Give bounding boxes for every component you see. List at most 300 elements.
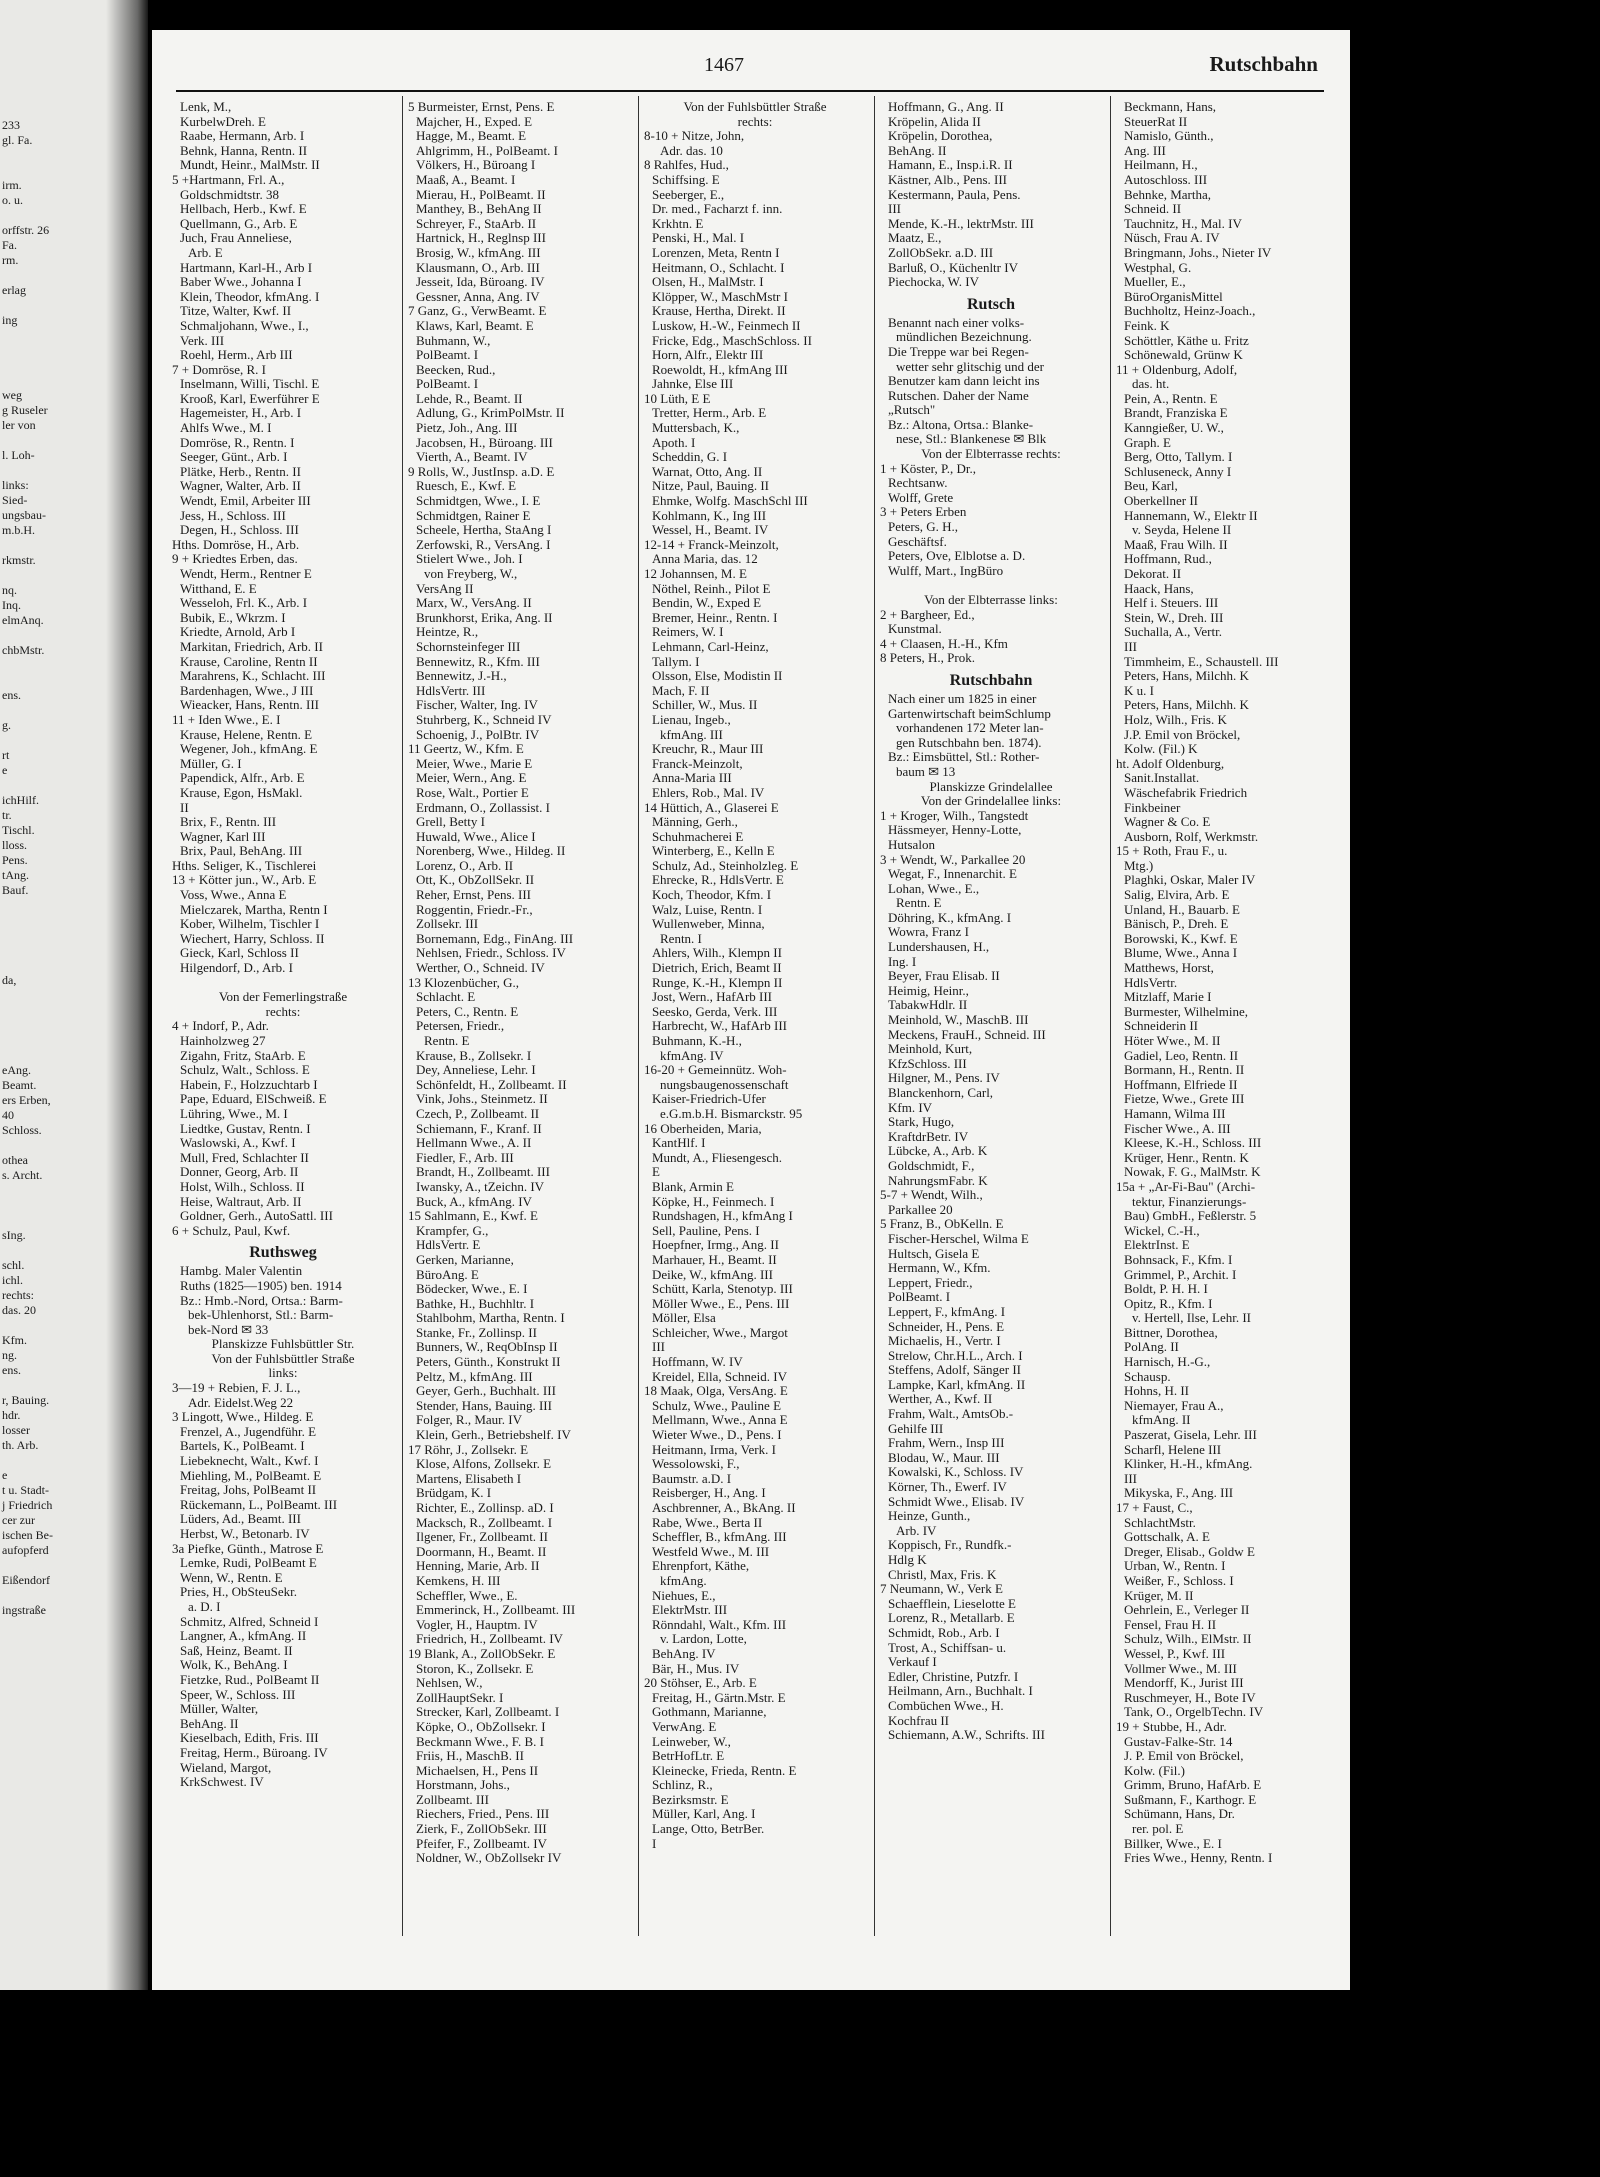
directory-entry: Peltz, M., kfmAng. III: [416, 1369, 533, 1384]
directory-entry: Boldt, P. H. H. I: [1124, 1282, 1208, 1297]
facing-line: rt: [2, 748, 10, 762]
directory-entry: Domröse, R., Rentn. I: [180, 435, 295, 450]
facing-line: links:: [2, 478, 29, 492]
directory-entry: Bänisch, P., Dreh. E: [1124, 917, 1229, 932]
directory-entry: Kleese, K.-H., Schloss. III: [1124, 1136, 1262, 1151]
directory-entry: SchlachtMstr.: [1124, 1515, 1196, 1530]
directory-entry: Klein, Theodor, kfmAng. I: [180, 289, 320, 304]
directory-entry: Krooß, Karl, Ewerführer E: [180, 391, 320, 406]
directory-entry: Heilmann, Arn., Buchhalt. I: [888, 1684, 1033, 1699]
directory-entry: Hannemann, W., Elektr II: [1124, 508, 1258, 523]
directory-entry: Kfm. IV: [888, 1100, 933, 1115]
facing-line: g Ruseler: [2, 403, 48, 417]
directory-entry: Steffens, Adolf, Sänger II: [888, 1363, 1021, 1378]
directory-entry: Heitmann, O., Schlacht. I: [652, 260, 785, 275]
directory-entry: 19 Blank, A., ZollObSekr. E: [408, 1646, 556, 1661]
directory-entry: Majcher, H., Exped. E: [416, 114, 533, 129]
directory-entry: BehAng. IV: [652, 1646, 716, 1661]
directory-entry: Liebeknecht, Walt., Kwf. I: [180, 1454, 319, 1469]
facing-line: das. 20: [2, 1303, 36, 1317]
directory-entry: Roewoldt, H., kfmAng III: [652, 362, 788, 377]
directory-entry: Schütt, Karla, Stenotyp. III: [652, 1282, 793, 1297]
directory-entry: Pape, Eduard, ElSchweiß. E: [180, 1092, 327, 1107]
facing-line: ischen Be-: [2, 1528, 53, 1542]
directory-entry: Schöttler, Käthe u. Fritz: [1124, 333, 1249, 348]
directory-entry: Manthey, B., BehAng II: [416, 202, 542, 217]
directory-entry: Stein, W., Dreh. III: [1124, 610, 1224, 625]
directory-entry: Müller, Walter,: [180, 1702, 259, 1717]
directory-entry: Kaiser-Friedrich-Ufer: [652, 1092, 766, 1107]
directory-entry: [880, 578, 1102, 593]
directory-entry: Leppert, F., kfmAng. I: [888, 1304, 1006, 1319]
directory-entry: Schiffsing. E: [652, 172, 720, 187]
directory-entry: Hellbach, Herb., Kwf. E: [180, 202, 307, 217]
directory-entry: Schneiderin II: [1124, 1019, 1199, 1034]
directory-entry: ZollObSekr. a.D. III: [888, 245, 994, 260]
directory-entry: Gustav-Falke-Str. 14: [1124, 1734, 1233, 1749]
directory-entry: Walz, Luise, Rentn. I: [652, 902, 763, 917]
directory-entry: Kunstmal.: [888, 622, 942, 637]
directory-entry: Waslowski, A., Kwf. I: [180, 1136, 296, 1151]
directory-entry: Niehues, E.,: [652, 1588, 716, 1603]
directory-entry: Suchalla, A., Vertr.: [1124, 625, 1222, 640]
directory-entry: Combüchen Wwe., H.: [888, 1698, 1004, 1713]
directory-entry: Schulz, Ad., Steinholzleg. E: [652, 858, 799, 873]
directory-entry: rer. pol. E: [1132, 1822, 1184, 1837]
directory-entry: Ruths (1825—1905) ben. 1914: [180, 1278, 342, 1293]
directory-entry: PolBeamt. I: [416, 377, 479, 392]
column-1: [172, 100, 394, 1930]
directory-entry: Fischer, Walter, Ing. IV: [416, 698, 538, 713]
facing-line: hdr.: [2, 1408, 21, 1422]
directory-entry: kfmAng.: [660, 1573, 707, 1588]
directory-entry: Graph. E: [1124, 435, 1171, 450]
directory-entry: 5 Franz, B., ObKelln. E: [880, 1217, 1004, 1232]
directory-entry: 13 + Kötter jun., W., Arb. E: [172, 873, 317, 888]
directory-entry: Erdmann, O., Zollassist. I: [416, 800, 550, 815]
directory-entry: Kolw. (Fil.) K: [1124, 742, 1198, 757]
directory-entry: Wagner, Karl III: [180, 829, 266, 844]
facing-line: losser: [2, 1423, 30, 1437]
directory-entry: HdlsVertr. E: [416, 1238, 481, 1253]
directory-entry: Raabe, Hermann, Arb. I: [180, 129, 305, 144]
directory-entry: Hoepfner, Irmg., Ang. II: [652, 1238, 779, 1253]
directory-entry: BehAng. II: [888, 143, 947, 158]
directory-entry: Kreidel, Ella, Schneid. IV: [652, 1369, 788, 1384]
facing-line: [2, 928, 53, 943]
directory-entry: Inselmann, Willi, Tischl. E: [180, 377, 320, 392]
column-5: [1116, 100, 1336, 1930]
directory-entry: Lampke, Karl, kfmAng. II: [888, 1377, 1026, 1392]
directory-entry: Parkallee 20: [888, 1202, 953, 1217]
directory-entry: Lenk, M.,: [180, 100, 232, 114]
facing-line: Schloss.: [2, 1123, 42, 1137]
directory-entry: Runge, K.-H., Klempn II: [652, 975, 783, 990]
directory-entry: Grell, Betty I: [416, 815, 485, 830]
directory-entry: Feink. K: [1124, 318, 1170, 333]
facing-line: [2, 1003, 53, 1018]
facing-line: [2, 358, 53, 373]
directory-entry: Fries Wwe., Henny, Rentn. I: [1124, 1851, 1273, 1866]
directory-entry: III: [888, 202, 901, 217]
directory-entry: 15 + Roth, Frau F., u.: [1116, 844, 1228, 859]
directory-entry: Hths. Seliger, K., Tischlerei: [172, 858, 317, 873]
directory-entry: Olsen, H., MalMstr. I: [652, 275, 764, 290]
facing-line: ichHilf.: [2, 793, 39, 807]
directory-entry: Namislo, Günth.,: [1124, 129, 1214, 144]
directory-entry: Tauchnitz, H., Mal. IV: [1124, 216, 1242, 231]
directory-entry: Wessolowski, F.,: [652, 1457, 740, 1472]
page-number: 1467: [704, 54, 744, 76]
directory-entry: Titze, Walter, Kwf. II: [180, 304, 292, 319]
directory-entry: Scheddin, G. I: [652, 450, 728, 465]
directory-entry: Völkers, H., Büroang I: [416, 158, 536, 173]
directory-entry: Henning, Marie, Arb. II: [416, 1559, 540, 1574]
directory-entry: Lorenz, O., Arb. II: [416, 858, 514, 873]
directory-entry: Stuhrberg, K., Schneid IV: [416, 712, 552, 727]
directory-entry: Grimm, Bruno, HafArb. E: [1124, 1778, 1262, 1793]
directory-entry: Pries, H., ObSteuSekr.: [180, 1585, 297, 1600]
facing-line: [2, 328, 53, 343]
facing-line: aufopferd: [2, 1543, 49, 1557]
facing-page-text: [2, 118, 53, 1648]
directory-entry: Czech, P., Zollbeamt. II: [416, 1106, 540, 1121]
street-heading: Ruthsweg: [249, 1244, 317, 1262]
directory-entry: Hagemeister, H., Arb. I: [180, 406, 302, 421]
directory-entry: Schmitz, Alfred, Schneid I: [180, 1614, 319, 1629]
directory-entry: Beu, Karl,: [1124, 479, 1178, 494]
directory-entry: HdlsVertr.: [1124, 975, 1178, 990]
directory-entry: Muttersbach, K.,: [652, 421, 740, 436]
directory-entry: Frenzel, A., Jugendführ. E: [180, 1424, 317, 1439]
directory-entry: Nehlsen, W.,: [416, 1676, 483, 1691]
directory-entry: „Rutsch": [888, 403, 936, 418]
facing-line: ler von: [2, 418, 36, 432]
directory-entry: Rentn. I: [660, 931, 702, 946]
directory-entry: Jacobsen, H., Büroang. III: [416, 435, 553, 450]
directory-entry: Tallym. I: [652, 654, 700, 669]
facing-line: [2, 1588, 53, 1603]
directory-entry: 9 Rolls, W., JustInsp. a.D. E: [408, 464, 555, 479]
directory-entry: Strecker, Karl, Zollbeamt. I: [416, 1705, 560, 1720]
directory-entry: Mundt, A., Fliesengesch.: [652, 1150, 782, 1165]
directory-entry: Schiller, W., Mus. II: [652, 698, 758, 713]
directory-entry: Beckmann Wwe., F. B. I: [416, 1734, 544, 1749]
directory-entry: Rentn. E: [424, 1034, 470, 1048]
facing-line: ichl.: [2, 1273, 23, 1287]
directory-entry: Borowski, K., Kwf. E: [1124, 931, 1238, 946]
directory-entry: Von der Grindelallee links:: [920, 794, 1062, 809]
directory-entry: Koch, Theodor, Kfm. I: [652, 888, 772, 903]
directory-entry: Bunners, W., ReqObInsp II: [416, 1340, 558, 1355]
directory-entry: Goldschmidt, F.,: [888, 1158, 975, 1173]
directory-entry: Männing, Gerh.,: [652, 815, 738, 830]
directory-entry: Iwansky, A., tZeichn. IV: [416, 1179, 545, 1194]
directory-entry: Kemkens, H. III: [416, 1573, 501, 1588]
directory-entry: Lienau, Ingeb.,: [652, 712, 731, 727]
directory-entry: Gieck, Karl, Schloss II: [180, 946, 299, 961]
directory-entry: Rentn. E: [896, 896, 942, 911]
directory-entry: tektur, Finanzierungs-: [1132, 1194, 1247, 1209]
directory-entry: Penski, H., Mal. I: [652, 231, 745, 246]
directory-entry: Bartels, K., PolBeamt. I: [180, 1439, 305, 1454]
directory-entry: Billker, Wwe., E. I: [1124, 1836, 1222, 1851]
directory-entry: Degen, H., Schloss. III: [180, 523, 299, 538]
directory-entry: Mueller, E.,: [1124, 275, 1186, 290]
facing-line: tAng.: [2, 868, 29, 882]
directory-entry: Urban, W., Rentn. I: [1124, 1559, 1226, 1574]
directory-entry: 4 + Claasen, H.-H., Kfm: [880, 636, 1008, 651]
facing-line: rkmstr.: [2, 553, 36, 567]
directory-entry: 10 Lüth, E E: [644, 391, 711, 406]
directory-entry: Schiemann, F., Kranf. II: [416, 1121, 542, 1136]
directory-entry: Piechocka, W. IV: [888, 275, 979, 290]
directory-entry: Lübcke, A., Arb. K: [888, 1144, 988, 1159]
directory-entry: 7 Neumann, W., Verk E: [880, 1582, 1003, 1597]
facing-line: lloss.: [2, 838, 28, 852]
column-divider: [1110, 96, 1111, 1936]
directory-entry: 11 Geertz, W., Kfm. E: [408, 742, 524, 757]
directory-entry: Petersen, Friedr.,: [416, 1019, 505, 1034]
directory-entry: Wolff, Grete: [888, 490, 954, 505]
directory-entry: Langner, A., kfmAng. II: [180, 1629, 307, 1644]
directory-entry: 17 Röhr, J., Zollsekr. E: [408, 1442, 529, 1457]
directory-entry: Hoffmann, G., Ang. II: [888, 100, 1004, 114]
column-divider: [874, 96, 875, 1936]
directory-entry: Lehde, R., Beamt. II: [416, 391, 523, 406]
directory-entry: BetrHofLtr. E: [652, 1749, 725, 1764]
directory-entry: Vogler, H., Hauptm. IV: [416, 1617, 538, 1632]
directory-entry: Lemke, Rudi, PolBeamt E: [180, 1556, 317, 1571]
directory-entry: Kanngießer, U. W.,: [1124, 421, 1224, 436]
directory-entry: Harnisch, H.-G.,: [1124, 1355, 1211, 1370]
facing-line: [2, 943, 53, 958]
directory-entry: Hultsch, Gisela E: [888, 1246, 980, 1261]
directory-entry: Tank, O., OrgelbTechn. IV: [1124, 1705, 1264, 1720]
directory-entry: 8 Peters, H., Prok.: [880, 651, 975, 666]
directory-entry: Lühring, Wwe., M. I: [180, 1106, 288, 1121]
directory-entry: Deike, W., kfmAng. III: [652, 1267, 773, 1282]
directory-entry: Aschbrenner, A., BkAng. II: [652, 1501, 796, 1515]
directory-entry: 3 Lingott, Wwe., Hildeg. E: [172, 1410, 314, 1425]
directory-entry: ht. Adolf Oldenburg,: [1116, 756, 1225, 771]
directory-entry: Schleicher, Wwe., Margot: [652, 1325, 788, 1340]
directory-entry: SteuerRat II: [1124, 114, 1188, 129]
facing-line: orffstr. 26: [2, 223, 50, 237]
directory-entry: Schmidt Wwe., Elisab. IV: [888, 1494, 1025, 1509]
directory-entry: Baumstr. a.D. I: [652, 1471, 732, 1486]
directory-entry: Peters, Hans, Milchh. K: [1124, 669, 1249, 684]
directory-entry: Die Treppe war bei Regen-: [888, 344, 1029, 359]
facing-line: [2, 1183, 53, 1198]
directory-entry: Opitz, R., Kfm. I: [1124, 1296, 1213, 1311]
facing-line: e: [2, 763, 8, 777]
directory-entry: Wulff, Mart., IngBüro: [888, 563, 1004, 578]
facing-line: [2, 733, 53, 748]
directory-entry: v. Lardon, Lotte,: [660, 1632, 747, 1647]
directory-entry: Plätke, Herb., Rentn. II: [180, 464, 301, 479]
directory-entry: Hermann, W., Kfm.: [888, 1261, 991, 1276]
directory-entry: Lehmann, Carl-Heinz,: [652, 639, 769, 654]
directory-entry: Holz, Wilh., Fris. K: [1124, 712, 1227, 727]
directory-entry: 15a + „Ar-Fi-Bau" (Archi-: [1116, 1179, 1256, 1194]
facing-line: gl. Fa.: [2, 133, 33, 147]
directory-entry: Vierth, A., Beamt. IV: [416, 450, 528, 465]
facing-line: l. Loh-: [2, 448, 35, 462]
directory-entry: Arb. IV: [896, 1523, 937, 1538]
directory-entry: Ehlers, Rob., Mal. IV: [652, 785, 765, 800]
directory-entry: Mikyska, F., Ang. III: [1124, 1486, 1234, 1501]
directory-entry: Ruschmeyer, H., Bote IV: [1124, 1690, 1256, 1705]
directory-entry: Von der Femerlingstraße: [218, 990, 348, 1005]
directory-entry: Fiedler, F., Arb. III: [416, 1150, 514, 1165]
facing-line: 233: [2, 118, 20, 132]
directory-entry: Anna Maria, das. 12: [652, 552, 758, 567]
directory-entry: Kohlmann, K., Ing III: [652, 508, 767, 523]
directory-entry: PolAng. II: [1124, 1340, 1179, 1355]
facing-line: [2, 1198, 53, 1213]
directory-entry: Wegener, Joh., kfmAng. E: [180, 742, 318, 757]
directory-entry: K u. I: [1124, 683, 1154, 698]
facing-line: [2, 778, 53, 793]
directory-entry: Döhring, K., kfmAng. I: [888, 910, 1012, 925]
facing-line: [2, 1018, 53, 1033]
directory-entry: Schönewald, Grünw K: [1124, 348, 1243, 363]
directory-entry: Unland, H., Bauarb. E: [1124, 902, 1240, 917]
directory-entry: Matthews, Horst,: [1124, 961, 1214, 976]
directory-entry: BehAng. II: [180, 1716, 239, 1731]
directory-entry: Riechers, Fried., Pens. III: [416, 1807, 550, 1822]
directory-entry: Frahm, Walt., AmtsOb.-: [888, 1407, 1014, 1422]
facing-line: g.: [2, 718, 11, 732]
directory-entry: Brix, Paul, BehAng. III: [180, 844, 303, 859]
directory-entry: Bennewitz, R., Kfm. III: [416, 654, 540, 669]
directory-entry: Heinze, Gunth.,: [888, 1509, 971, 1524]
directory-entry: Haack, Hans,: [1124, 581, 1194, 596]
directory-entry: Lorenzen, Meta, Rentn I: [652, 245, 780, 260]
directory-entry: Schneider, H., Pens. E: [888, 1319, 1005, 1334]
directory-entry: Klausmann, O., Arb. III: [416, 260, 540, 275]
facing-line: [2, 463, 53, 478]
directory-entry: Hutsalon: [888, 837, 935, 852]
directory-entry: Krause, Caroline, Rentn II: [180, 654, 318, 669]
facing-line: irm.: [2, 178, 22, 192]
directory-entry: Benannt nach einer volks-: [888, 315, 1025, 330]
directory-entry: 3a Piefke, Günth., Matrose E: [172, 1541, 324, 1556]
directory-entry: Buhmann, W.,: [416, 333, 491, 348]
street-heading: Rutschbahn: [949, 671, 1033, 689]
directory-entry: Peters, G. H.,: [888, 520, 959, 535]
directory-entry: II: [180, 800, 189, 815]
directory-entry: Zerfowski, R., VersAng. I: [416, 537, 551, 552]
directory-entry: Hagge, M., Beamt. E: [416, 129, 527, 144]
directory-entry: a. D. I: [188, 1599, 221, 1614]
directory-entry: Fischer-Herschel, Wilma E: [888, 1231, 1029, 1246]
directory-entry: Kleinecke, Frieda, Rentn. E: [652, 1763, 797, 1778]
directory-entry: Maaß, A., Beamt. I: [416, 172, 516, 187]
directory-entry: Wegat, F., Innenarchit. E: [888, 867, 1017, 882]
directory-entry: Lange, Otto, BetrBer.: [652, 1822, 765, 1837]
directory-entry: Hoffmann, Rud.,: [1124, 552, 1212, 567]
directory-entry: Stark, Hugo,: [888, 1115, 955, 1130]
directory-entry: Seeberger, E.,: [652, 187, 725, 202]
directory-entry: Hths. Domröse, H., Arb.: [172, 537, 300, 552]
directory-entry: Holst, Wilh., Schloss. II: [180, 1179, 305, 1194]
directory-entry: Wesseloh, Frl. K., Arb. I: [180, 596, 308, 611]
directory-entry: Sußmann, F., Karthogr. E: [1124, 1792, 1257, 1807]
directory-entry: Fricke, Edg., MaschSchloss. II: [652, 333, 812, 348]
directory-entry: Wowra, Franz I: [888, 925, 969, 940]
directory-entry: 4 + Indorf, P., Adr.: [172, 1019, 269, 1034]
directory-entry: 18 Maak, Olga, VersAng. E: [644, 1384, 788, 1399]
directory-entry: Kröpelin, Dorothea,: [888, 129, 993, 144]
facing-line: cer zur: [2, 1513, 35, 1527]
directory-entry: Bohnsack, F., Kfm. I: [1124, 1252, 1233, 1267]
directory-entry: 1 + Kroger, Wilh., Tangstedt: [880, 808, 1029, 823]
directory-entry: Reisberger, H., Ang. I: [652, 1486, 766, 1501]
facing-line: e: [2, 1468, 8, 1482]
directory-entry: Schönfeldt, H., Zollbeamt. II: [416, 1077, 567, 1092]
facing-line: ers Erben,: [2, 1093, 51, 1107]
directory-entry: Heintze, R.,: [416, 625, 479, 640]
directory-entry: Blank, Armin E: [652, 1179, 734, 1194]
facing-line: 40: [2, 1108, 14, 1122]
directory-entry: Rose, Walt., Portier E: [416, 785, 529, 800]
directory-entry: Wendt, Emil, Arbeiter III: [180, 494, 311, 509]
directory-entry: Köpke, H., Feinmech. I: [652, 1194, 775, 1209]
column-3: [644, 100, 866, 1930]
directory-entry: Wiechert, Harry, Schloss. II: [180, 931, 325, 946]
directory-entry: Vollmer Wwe., M. III: [1124, 1661, 1237, 1676]
facing-line: Pens.: [2, 853, 28, 867]
directory-entry: Nowak, F. G., MalMstr. K: [1124, 1165, 1261, 1180]
directory-entry: Klinker, H.-H., kfmAng.: [1124, 1457, 1253, 1472]
facing-line: rm.: [2, 253, 19, 267]
directory-entry: Nöthel, Reinh., Pilot E: [652, 581, 771, 596]
directory-entry: Körner, Th., Ewerf. IV: [888, 1480, 1007, 1495]
facing-line: [2, 148, 53, 163]
directory-entry: Hellmann Wwe., A. II: [416, 1136, 532, 1151]
directory-entry: 12-14 + Franck-Meinzolt,: [644, 537, 779, 552]
directory-entry: Blume, Wwe., Anna I: [1124, 946, 1238, 961]
directory-entry: Ott, K., ObZollSekr. II: [416, 873, 535, 888]
facing-line: [2, 1243, 53, 1258]
directory-entry: Adr. das. 10: [660, 143, 723, 158]
directory-entry: Bittner, Dorothea,: [1124, 1325, 1218, 1340]
directory-entry: Macksch, R., Zollbeamt. I: [416, 1515, 553, 1530]
directory-entry: Schneid. II: [1124, 202, 1182, 217]
directory-entry: Rechtsanw.: [888, 476, 948, 491]
directory-entry: Rabe, Wwe., Berta II: [652, 1515, 763, 1530]
directory-entry: Ehrenpfort, Käthe,: [652, 1559, 750, 1574]
directory-entry: 1 + Köster, P., Dr.,: [880, 461, 977, 476]
directory-entry: Fietze, Wwe., Grete III: [1124, 1092, 1245, 1107]
directory-entry: Wullenweber, Minna,: [652, 917, 765, 932]
directory-entry: Bormann, H., Rentn. II: [1124, 1063, 1245, 1078]
directory-entry: Kieselbach, Edith, Fris. III: [180, 1731, 319, 1746]
directory-entry: Schmaljohann, Wwe., I.,: [180, 318, 309, 333]
directory-entry: Lundershausen, H.,: [888, 940, 990, 955]
directory-entry: Jahnke, Else III: [652, 377, 734, 392]
directory-entry: 16 Oberheiden, Maria,: [644, 1121, 762, 1136]
facing-line: [2, 703, 53, 718]
directory-entry: Adr. Eidelst.Weg 22: [188, 1395, 294, 1410]
directory-entry: Barluß, O., Küchenltr IV: [888, 260, 1018, 275]
directory-entry: Habein, F., Holzzuchtarb I: [180, 1077, 318, 1092]
directory-entry: Hamann, E., Insp.i.R. II: [888, 158, 1013, 173]
directory-entry: Nüsch, Frau A. IV: [1124, 231, 1220, 246]
directory-entry: Mellmann, Wwe., Anna E: [652, 1413, 788, 1428]
